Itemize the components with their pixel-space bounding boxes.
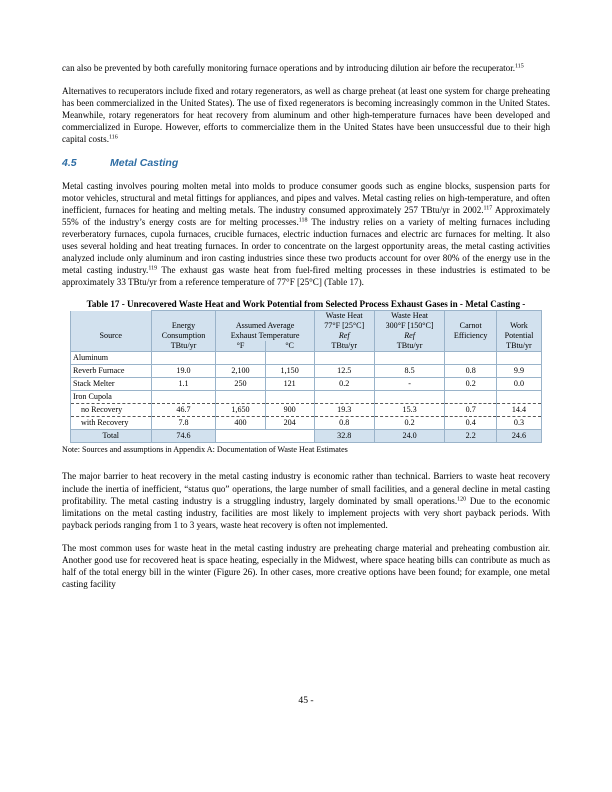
paragraph-metal-casting xyxy=(62,180,550,289)
cell-temp-c: 1,150 xyxy=(265,365,314,378)
cell-temp-f: 2,100 xyxy=(216,365,265,378)
cell-wh77: 32.8 xyxy=(314,430,374,443)
cell-carnot xyxy=(445,391,496,404)
header-energy-line1: Energy xyxy=(151,321,216,331)
cell-wh300: 24.0 xyxy=(374,430,445,443)
cell-temp-c: 900 xyxy=(265,404,314,417)
cell-carnot: 0.8 xyxy=(445,365,496,378)
cell-temp-c: 121 xyxy=(265,378,314,391)
paragraph-recuperator xyxy=(62,62,550,74)
cell-carnot: 2.2 xyxy=(445,430,496,443)
paragraph-alternatives xyxy=(62,85,550,145)
header-carnot-line2: Efficiency xyxy=(445,331,496,341)
cell-temp-f: 250 xyxy=(216,378,265,391)
page-number: 45 - xyxy=(298,695,314,706)
cell-source: Stack Melter xyxy=(71,378,152,391)
footnote-ref[interactable]: 118 xyxy=(298,217,308,224)
cell-work xyxy=(496,352,541,365)
paragraph-text: Approximately 55% of the industry’s energy costs are for melting processes. xyxy=(62,204,550,227)
cell-energy xyxy=(151,391,216,404)
header-carnot-spacer xyxy=(445,311,496,322)
header-work-line1: Work xyxy=(496,321,541,331)
cell-wh77: 0.8 xyxy=(314,417,374,430)
cell-work: 9.9 xyxy=(496,365,541,378)
cell-energy: 7.8 xyxy=(151,417,216,430)
header-work-line2: Potential xyxy=(496,331,541,341)
cell-wh300 xyxy=(374,391,445,404)
cell-wh300: - xyxy=(374,378,445,391)
header-work-unit: TBtu/yr xyxy=(496,341,541,352)
header-wh300-line2: 300°F [150°C] xyxy=(374,321,445,331)
cell-work xyxy=(496,391,541,404)
header-wh77-line3 xyxy=(314,331,374,341)
cell-energy xyxy=(151,352,216,365)
cell-carnot: 0.2 xyxy=(445,378,496,391)
header-work-spacer xyxy=(496,311,541,322)
header-wh300-line1: Waste Heat xyxy=(374,311,445,322)
table-row xyxy=(71,352,542,365)
header-temp-line2: Exhaust Temperature xyxy=(216,331,314,341)
cell-wh77: 12.5 xyxy=(314,365,374,378)
cell-temp-f xyxy=(216,352,265,365)
header-wh77-ref: Ref xyxy=(338,331,350,341)
header-source-unit xyxy=(71,341,152,352)
paragraph-text: The major barrier to heat recovery in the metal casting industry is economic rather than technical. Barriers to waste heat recovery include the inertia of inefficient, “status quo” operations, the large number of small facilities, and a general decline in metal casting profitability. The metal casting industry is a struggling industry, largely dominated by small operations. xyxy=(62,471,550,506)
cell-carnot: 0.4 xyxy=(445,417,496,430)
section-title: Metal Casting xyxy=(110,156,179,169)
cell-energy: 1.1 xyxy=(151,378,216,391)
table-row xyxy=(71,378,542,391)
table-title: Table 17 - Unrecovered Waste Heat and Work Potential from Selected Process Exhaust Gases in - Metal Casting - xyxy=(86,299,526,310)
table-total-row xyxy=(71,430,542,443)
table-row xyxy=(71,365,542,378)
header-wh77-line1: Waste Heat xyxy=(314,311,374,322)
header-carnot-unit xyxy=(445,341,496,352)
header-temp-spacer xyxy=(216,311,314,322)
table-row xyxy=(71,417,542,430)
cell-energy: 19.0 xyxy=(151,365,216,378)
cell-wh300: 0.2 xyxy=(374,417,445,430)
header-temp-line1: Assumed Average xyxy=(216,321,314,331)
paragraph-text: Alternatives to recuperators include fixed and rotary regenerators, as well as charge preheat (at least one system for charge preheating has been commercialized in the United States). The use of fixed regenerators is becoming increasingly common in the United States. Meanwhile, rotary regenerators for heat recovery from aluminum and other high-temperature furnaces have been developed and commercialized in Europe. However, efforts to commercialize them in the United States have been unsuccessful due to their high capital costs. xyxy=(62,86,550,145)
paragraph-text: The exhaust gas waste heat from fuel-fired melting processes in these industries is estimated to be approximately 33 TBtu/yr from a reference temperature of 77°F [25°C] (Table 17). xyxy=(62,265,550,288)
cell-work: 24.6 xyxy=(496,430,541,443)
cell-temp-f xyxy=(216,391,265,404)
cell-source: Aluminum xyxy=(71,352,152,365)
header-carnot-line1: Carnot xyxy=(445,321,496,331)
header-energy-line2: Consumption xyxy=(151,331,216,341)
table-note: Note: Sources and assumptions in Appendix A: Documentation of Waste Heat Estimates xyxy=(62,445,348,455)
cell-wh77: 19.3 xyxy=(314,404,374,417)
footnote-ref[interactable]: 115 xyxy=(515,63,524,70)
footnote-ref[interactable]: 116 xyxy=(108,134,118,141)
cell-carnot xyxy=(445,352,496,365)
cell-work: 14.4 xyxy=(496,404,541,417)
paragraph-text: Due to the economic limitations on the metal casting industry, facilities are most likely to implement projects with very short payback periods. With payback periods ranging from 1 to 3 years, waste heat recovery is often not implemented. xyxy=(62,495,550,530)
cell-source: with Recovery xyxy=(71,417,152,430)
cell-wh300 xyxy=(374,352,445,365)
waste-heat-table xyxy=(70,310,542,443)
table-row xyxy=(71,404,542,417)
footnote-ref[interactable]: 117 xyxy=(483,205,493,212)
header-energy-unit: TBtu/yr xyxy=(151,341,216,352)
paragraph-text: The industry relies on a variety of melting furnaces including reverberatory furnaces, cupola furnaces, crucible furnaces, electric induction furnaces and electric arc furnaces for melting. It also uses several holding and heat treating furnaces. In order to concentrate on the largest opportunity areas, the metal casting activities analyzed include only aluminum and iron casting industries since these two products account for over 80% of the energy use in the metal casting industry. xyxy=(62,216,551,276)
header-energy-spacer xyxy=(151,311,216,322)
header-wh77-line2: 77°F [25°C] xyxy=(314,321,374,331)
paragraph-text: Metal casting involves pouring molten metal into molds to produce consumer goods such as engine blocks, suspension parts for motor vehicles, structural and metal fittings for appliances, and pipes and valves. Metal casting relies on high-temperature, and often inefficient, furnaces for heating and melting metals. The industry consumed approximately 257 TBtu/yr in 2002. xyxy=(62,180,550,215)
cell-source: no Recovery xyxy=(71,404,152,417)
paragraph-text: can also be prevented by both carefully monitoring furnace operations and by introducing dilution air before the recuperator. xyxy=(62,63,516,73)
cell-wh77 xyxy=(314,352,374,365)
cell-energy: 46.7 xyxy=(151,404,216,417)
header-source-spacer xyxy=(71,321,152,331)
cell-wh77 xyxy=(314,391,374,404)
cell-work: 0.0 xyxy=(496,378,541,391)
header-wh300-unit: TBtu/yr xyxy=(374,341,445,352)
cell-source: Total xyxy=(71,430,152,443)
header-wh77-unit: TBtu/yr xyxy=(314,341,374,352)
footnote-ref[interactable]: 120 xyxy=(457,496,467,503)
cell-temp-f: 400 xyxy=(216,417,265,430)
cell-source: Iron Cupola xyxy=(71,391,152,404)
cell-temp-c xyxy=(265,391,314,404)
table-row xyxy=(71,391,542,404)
header-wh300-ref: Ref xyxy=(404,331,415,341)
cell-temp-c xyxy=(265,352,314,365)
cell-wh300: 15.3 xyxy=(374,404,445,417)
cell-temp-blank xyxy=(216,430,314,443)
cell-carnot: 0.7 xyxy=(445,404,496,417)
cell-temp-f: 1,650 xyxy=(216,404,265,417)
header-temp-unit-c: °C xyxy=(265,341,314,352)
paragraph-text: The most common uses for waste heat in the metal casting industry are preheating charge material and preheating combustion air. Another good use for recovered heat is space heating, especially in the Midwest, where space heating bills can contribute as much as half of the total energy bill in the winter (Figure 26). In other cases, more creative options have been found; for example, one metal casting facility xyxy=(62,542,550,590)
section-heading xyxy=(62,157,550,169)
paragraph-uses xyxy=(62,542,550,590)
header-temp-unit-f: °F xyxy=(216,341,265,352)
footnote-ref[interactable]: 119 xyxy=(148,265,158,272)
cell-work: 0.3 xyxy=(496,417,541,430)
page-body xyxy=(62,62,550,601)
cell-wh300: 8.5 xyxy=(374,365,445,378)
header-source: Source xyxy=(71,331,152,341)
paragraph-barriers xyxy=(62,470,550,530)
header-source-spacer xyxy=(71,311,152,322)
cell-temp-c: 204 xyxy=(265,417,314,430)
cell-wh77: 0.2 xyxy=(314,378,374,391)
header-wh300-line3 xyxy=(374,331,445,341)
cell-source: Reverb Furnace xyxy=(71,365,152,378)
section-number: 4.5 xyxy=(62,156,77,169)
cell-energy: 74.6 xyxy=(151,430,216,443)
